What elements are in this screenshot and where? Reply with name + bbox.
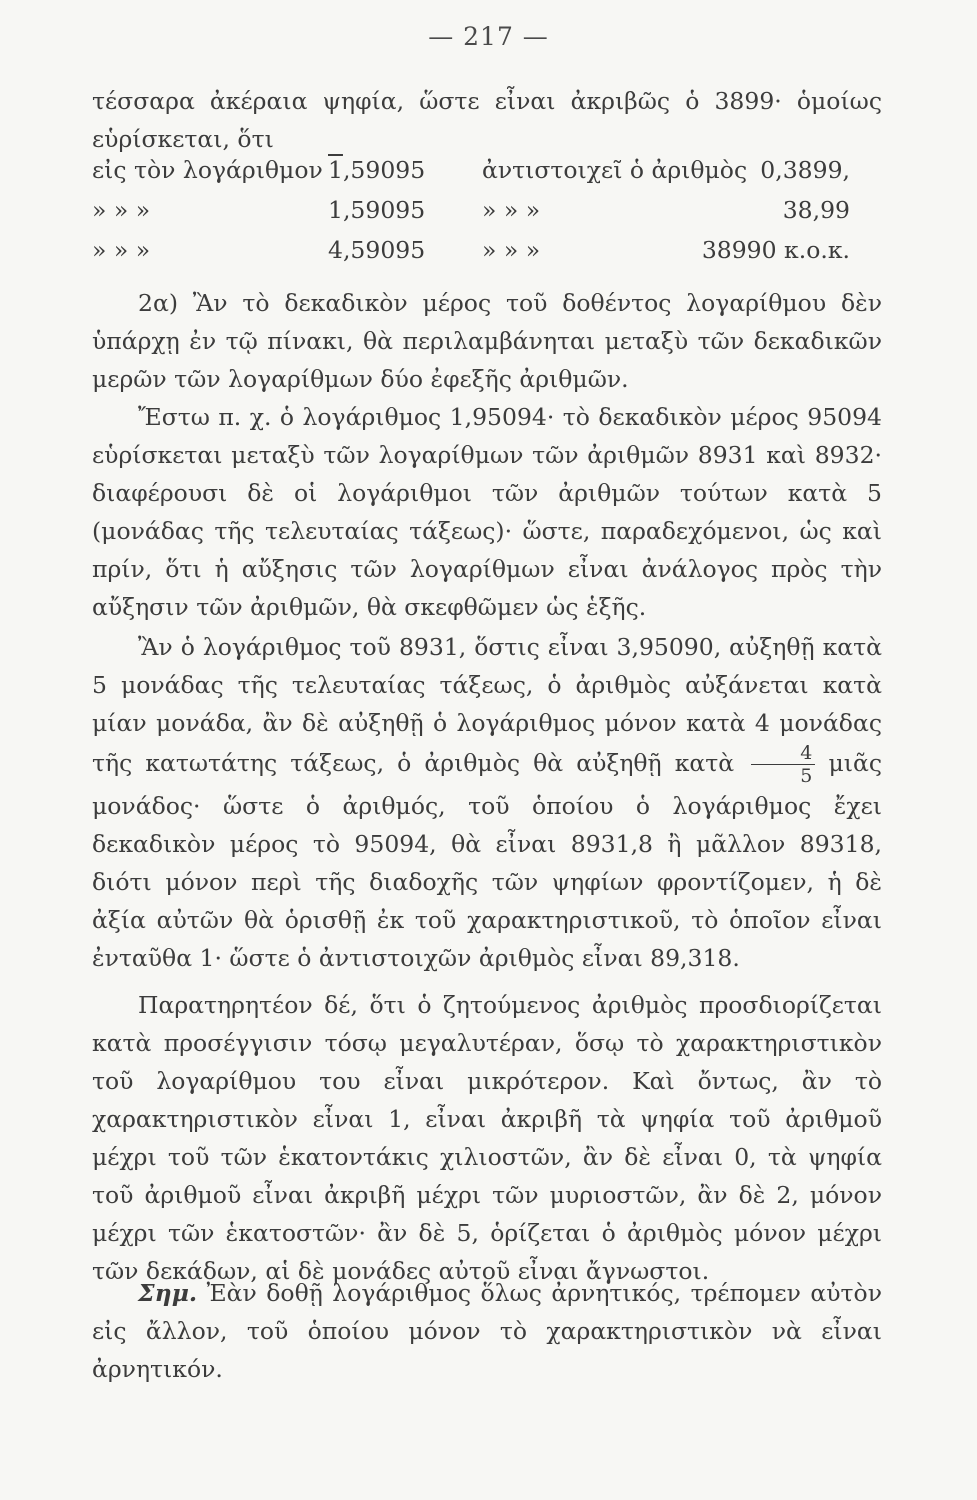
intro-line-1: τέσσαρα ἀκέραια ψηφία, ὥστε εἶναι ἀκριβῶς ὁ 3899· ὁμοίως <box>92 87 882 115</box>
fraction-four-fifths <box>751 742 815 787</box>
note-body: Ἐὰν δοθῇ λογάριθμος ὅλως ἀρνητικός, τρέπομεν αὐτὸν εἰς ἄλλον, τοῦ ὁποίου μόνον τὸ χαρακτηριστικὸν νὰ εἶναι ἀρνητικόν. <box>92 1279 882 1383</box>
note-paragraph <box>92 1274 882 1388</box>
row-number: 38990 κ.ο.κ. <box>701 236 850 264</box>
paragraph-if-before: Ἂν ὁ λογάριθμος τοῦ 8931, ὅστις εἶναι 3,95090, αὐξηθῇ κατὰ 5 μονάδας τῆς τελευταίας τάξεως, ὁ ἀριθμὸς αὐξάνεται κατὰ μίαν μονάδα, ἂν δὲ αὐξηθῇ ὁ λογάριθμος μόνον κατὰ 4 μονάδας τῆς κατωτάτης τάξεως, ὁ ἀριθμὸς θὰ αὐξηθῇ κατὰ <box>92 633 882 777</box>
note-label: Σημ. <box>138 1279 198 1307</box>
row-log-value: 4,59095 <box>328 236 426 264</box>
table-row <box>92 196 882 236</box>
paragraph-if <box>92 628 882 977</box>
paragraph-example <box>92 398 882 626</box>
paragraph-observe <box>92 986 882 1290</box>
row-number: 0,3899, <box>760 156 850 184</box>
row-middle-text: » » » <box>482 196 541 224</box>
row-prefix: εἰς τὸν λογάριθμον <box>92 156 323 184</box>
row-number: 38,99 <box>782 196 850 224</box>
row-log-value: 1,59095 <box>328 196 426 224</box>
row-log-value <box>328 156 425 184</box>
negative-characteristic: 1 <box>328 156 343 184</box>
paragraph-if-after: μιᾶς μονάδος· ὥστε ὁ ἀριθμός, τοῦ ὁποίου ὁ λογάριθμος ἔχει δεκαδικὸν μέρος τὸ 95094, θὰ εἶναι 8931,8 ἢ μᾶλλον 89318, διότι μόνον περὶ τῆς διαδοχῆς τῶν ψηφίων φροντίζομεν, ἡ δὲ ἀξία αὐτῶν θὰ ὁρισθῇ ἐκ τοῦ χαρακτηριστικοῦ, τὸ ὁποῖον εἶναι ἐνταῦθα 1· ὥστε ὁ ἀντιστοιχῶν ἀριθμὸς εἶναι 89,318. <box>92 749 882 972</box>
intro-line-2: εὑρίσκεται, ὅτι <box>92 125 274 153</box>
fraction-denominator: 5 <box>800 765 813 787</box>
paragraph-example-text: Ἔστω π. χ. ὁ λογάριθμος 1,95094· τὸ δεκαδικὸν μέρος 95094 εὑρίσκεται μεταξὺ τῶν λογαρίθμων τῶν ἀριθμῶν 8931 καὶ 8932· διαφέρουσι δὲ οἱ λογάριθμοι τῶν ἀριθμῶν τούτων κατὰ 5 (μονάδας τῆς τελευταίας τάξεως)· ὥστε, παραδεχόμενοι, ὡς καὶ πρίν, ὅτι ἡ αὔξησις τῶν λογαρίθμων εἶναι ἀνάλογος πρὸς τὴν αὔξησιν τῶν ἀριθμῶν, θὰ σκεφθῶμεν ὡς ἑξῆς. <box>92 403 882 621</box>
row-prefix: » » » <box>92 236 151 264</box>
log-correspondence-table <box>92 156 882 276</box>
paragraph-2a-text: 2α) Ἂν τὸ δεκαδικὸν μέρος τοῦ δοθέντος λογαρίθμου δὲν ὑπάρχῃ ἐν τῷ πίνακι, θὰ περιλαμβάνηται μεταξὺ τῶν δεκαδικῶν μερῶν τῶν λογαρίθμων δύο ἐφεξῆς ἀριθμῶν. <box>92 289 882 393</box>
paragraph-2a <box>92 284 882 398</box>
page-number: — 217 — <box>428 22 549 51</box>
table-row <box>92 236 882 276</box>
row-log-mantissa: ,59095 <box>342 156 426 184</box>
row-middle-text: ἀντιστοιχεῖ ὁ ἀριθμὸς <box>482 156 748 184</box>
row-middle-text: » » » <box>482 236 541 264</box>
paragraph-if-text <box>92 628 882 977</box>
note-text <box>92 1274 882 1388</box>
table-row <box>92 156 882 196</box>
intro-paragraph <box>92 82 882 158</box>
paragraph-observe-text: Παρατηρητέον δέ, ὅτι ὁ ζητούμενος ἀριθμὸς προσδιορίζεται κατὰ προσέγγισιν τόσῳ μεγαλυτέραν, ὅσῳ τὸ χαρακτηριστικὸν τοῦ λογαρίθμου του εἶναι μικρότερον. Καὶ ὄντως, ἂν τὸ χαρακτηριστικὸν εἶναι 1, εἶναι ἀκριβῆ τὰ ψηφία τοῦ ἀριθμοῦ μέχρι τοῦ τῶν ἑκατοντάκις χιλιοστῶν, ἂν δὲ εἶναι 0, τὰ ψηφία τοῦ ἀριθμοῦ εἶναι ἀκριβῆ μέχρι τῶν μυριοστῶν, ἂν δὲ 2, μόνον μέχρι τῶν ἑκατοστῶν· ἂν δὲ 5, ὁρίζεται ὁ ἀριθμὸς μόνον μέχρι τῶν δεκάδων, αἱ δὲ μονάδες αὐτοῦ εἶναι ἄγνωστοι. <box>92 991 882 1285</box>
fraction-numerator: 4 <box>751 742 815 765</box>
row-prefix: » » » <box>92 196 151 224</box>
